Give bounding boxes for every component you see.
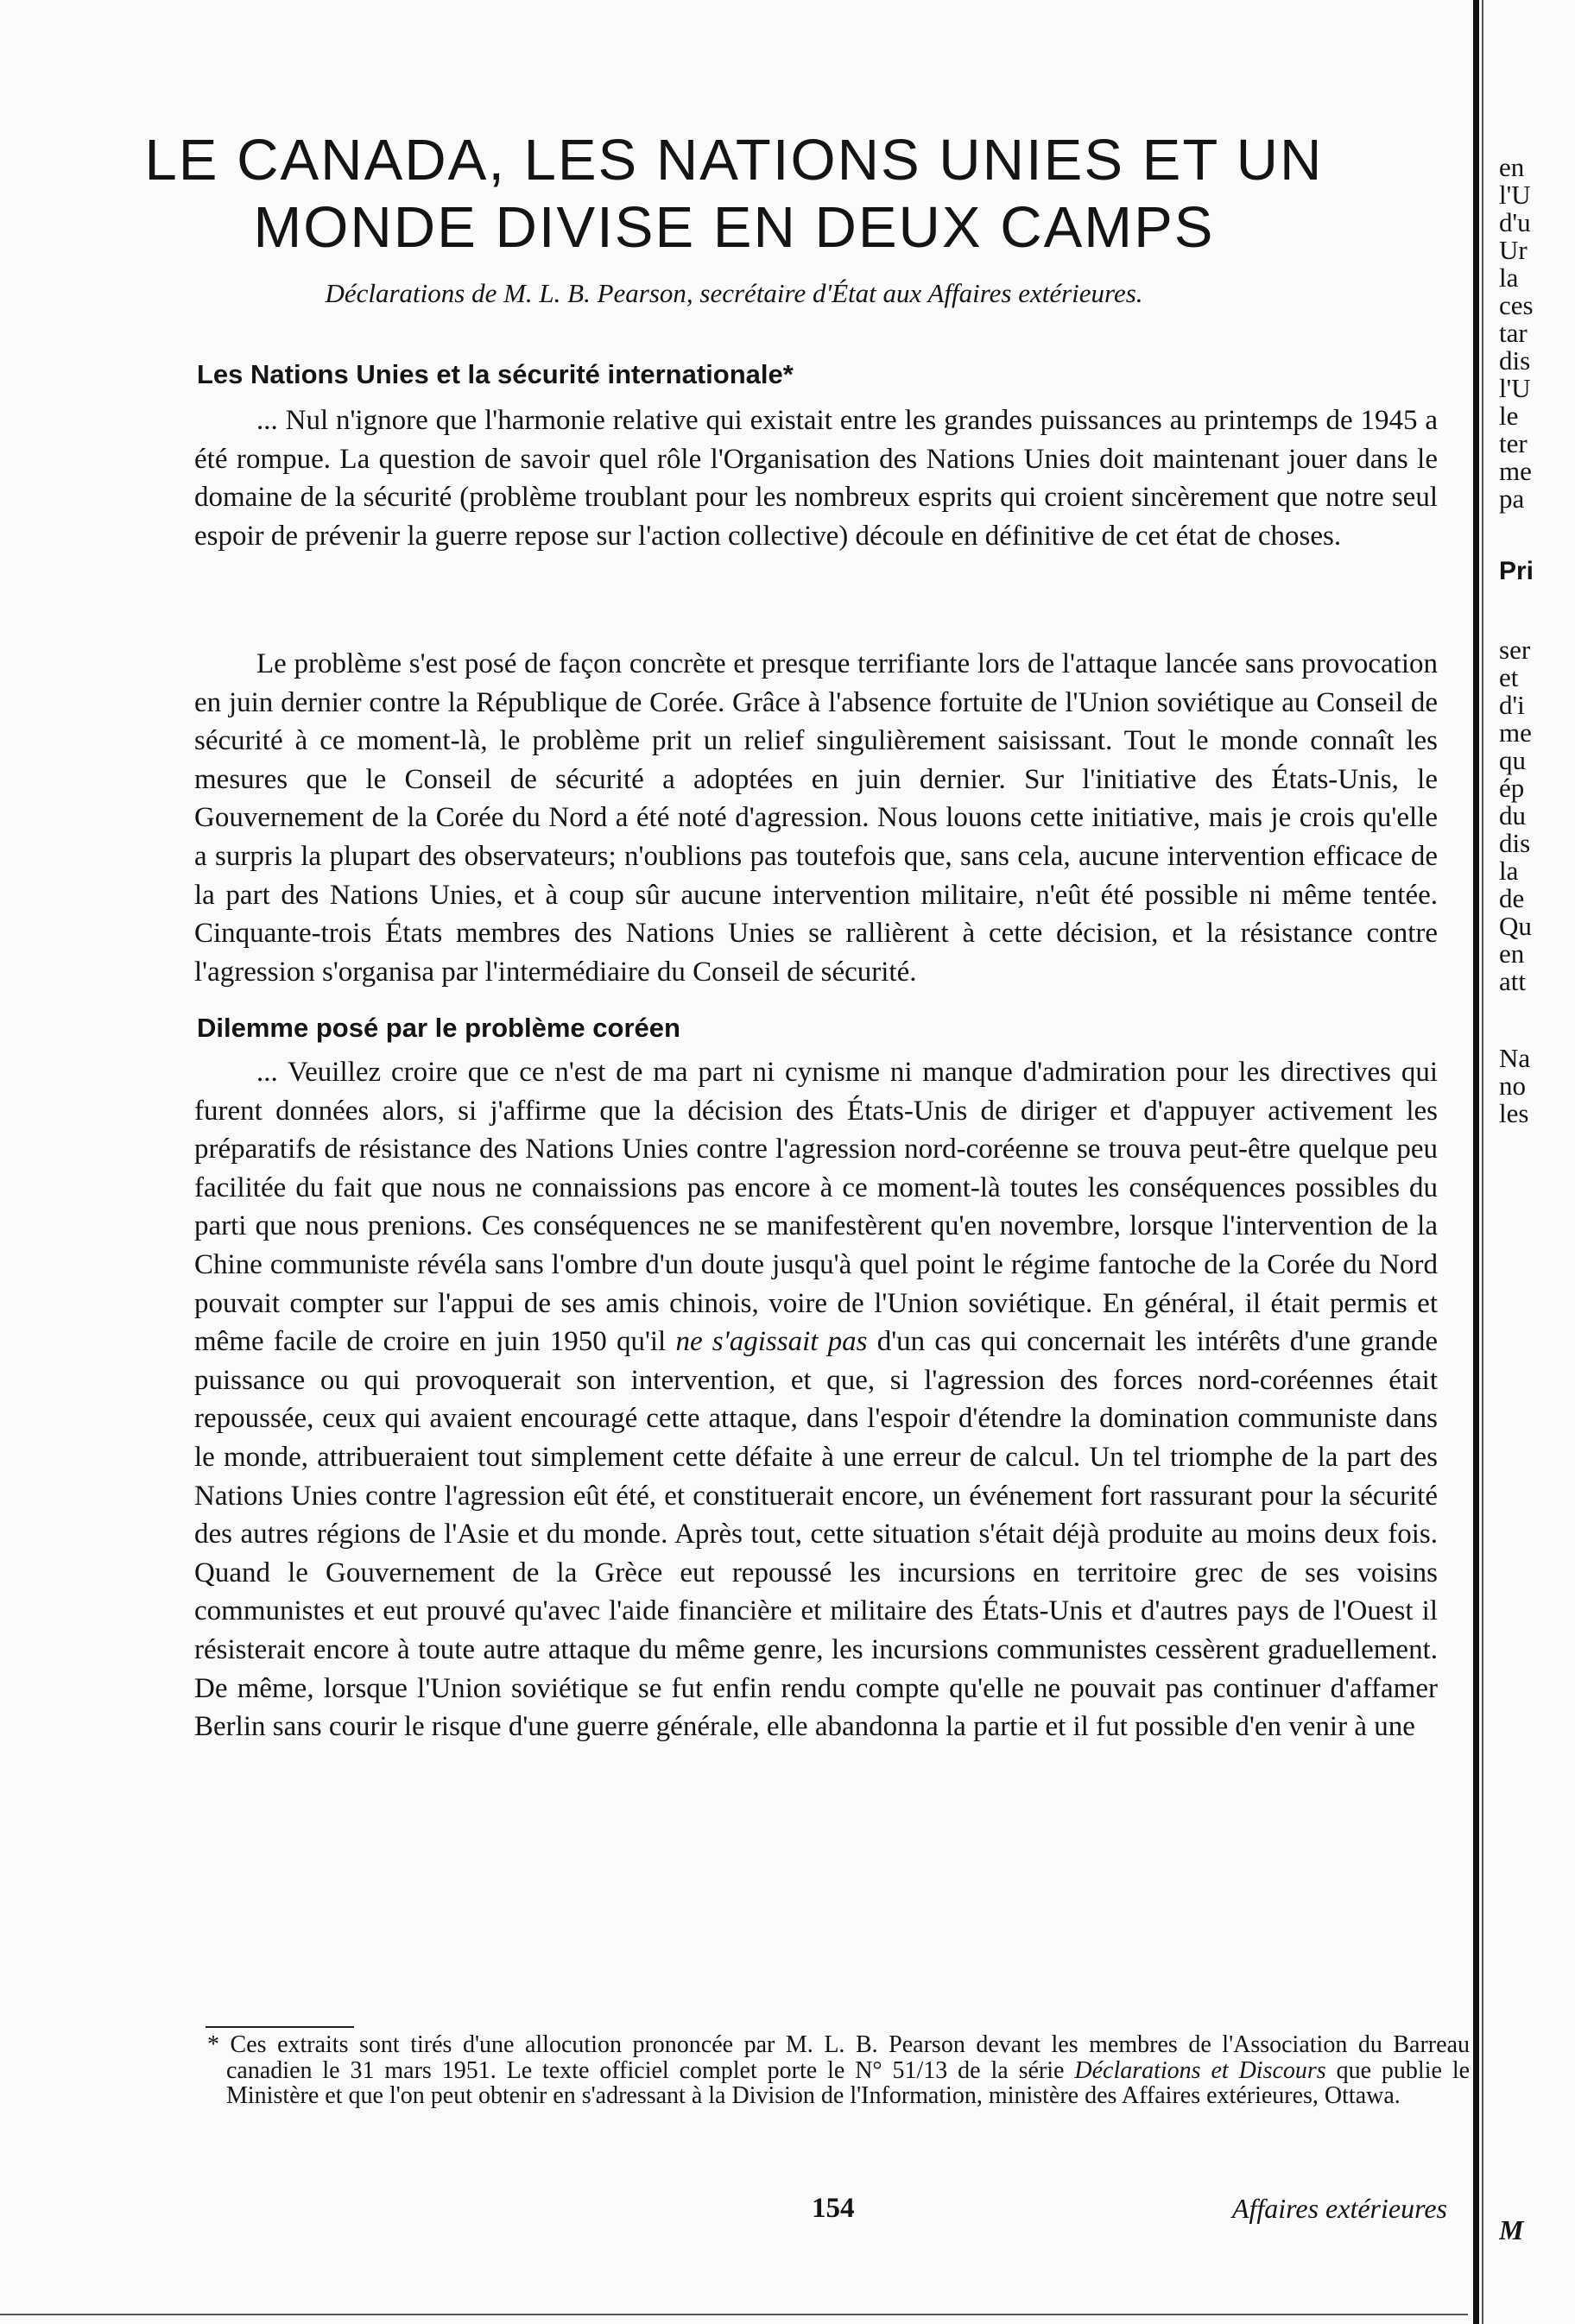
margin-line: la xyxy=(1499,262,1519,293)
running-footer: Affaires extérieures xyxy=(1231,2193,1447,2224)
section-heading-dilemma: Dilemme posé par le problème coréen xyxy=(197,1013,680,1043)
paragraph-1: ... Nul n'ignore que l'harmonie relative qui existait entre les grandes puissances au printemps de 1945 a été rompue. La question de savoir quel rôle l'Organisation des Nations Unies doit maintenant jouer dans le domaine de la sécurité (problème troublant pour les nombreux esprits qui croient sincèrement que notre seul espoir de prévenir la guerre repose sur l'action collective) découle en définitive de cet état de choses. xyxy=(194,405,1438,552)
margin-line: d'u xyxy=(1499,207,1531,237)
margin-line: ép xyxy=(1499,773,1525,803)
margin-line: Qu xyxy=(1499,911,1532,941)
footnote-part-b: que publie le Ministère et que l'on peut obtenir en s'adressant à la Division de l'Information, ministère des Affaires extérieures, Ottawa. xyxy=(226,2056,1471,2110)
margin-line: du xyxy=(1499,800,1526,830)
adjacent-page-fragment xyxy=(1499,0,1575,2324)
margin-line: Na xyxy=(1499,1043,1531,1073)
footnote-rule xyxy=(206,2026,354,2028)
title-line-1: LE CANADA, LES NATIONS UNIES ET UN xyxy=(144,128,1324,193)
margin-line: les xyxy=(1499,1098,1529,1128)
footnote xyxy=(207,2032,1470,2109)
margin-line: en xyxy=(1499,152,1525,182)
margin-line: ces xyxy=(1499,290,1534,320)
margin-line: l'U xyxy=(1499,373,1531,403)
subtitle: Déclarations de M. L. B. Pearson, secrétaire d'État aux Affaires extérieures. xyxy=(325,278,1143,308)
margin-line: dis xyxy=(1499,345,1531,376)
margin-line: de xyxy=(1499,883,1525,913)
margin-line: me xyxy=(1499,717,1532,748)
margin-line: dis xyxy=(1499,828,1531,858)
paragraph-3-part-b: d'un cas qui concernait les intérêts d'une grande puissance ou qui provoquerait son intervention, et que, si l'agression des forces nord-coréennes était repoussée, ceux qui avaient encouragé cette attaque, dans l'espoir d'étendre la domination communiste dans le monde, attribueraient tout simplement cette défaite à une erreur de calcul. Un tel triomphe de la part des Nations Unies contre l'agression eût été, et constituerait encore, un événement fort rassurant pour la sécurité des autres régions de l'Asie et du monde. Après tout, cette situation s'était déjà produite au moins deux fois. Quand le Gouvernement de la Grèce eut repoussé les incursions en territoire grec de ses voisins communistes et eut prouvé qu'avec l'aide financière et militaire des États-Unis et d'autres pays de l'Ouest il résisterait encore à toute autre attaque du même genre, les incursions communistes cessèrent graduellement. De même, lorsque l'Union soviétique se fut enfin rendu compte qu'elle ne pouvait pas continuer d'affamer Berlin sans courir le risque d'une guerre générale, elle abandonna la partie et il fut possible d'en venir à une xyxy=(194,1326,1438,1743)
margin-line: no xyxy=(1499,1070,1526,1101)
margin-line: qu xyxy=(1499,745,1526,775)
paragraph-2: Le problème s'est posé de façon concrète et presque terrifiante lors de l'attaque lancée sans provocation en juin dernier contre la République de Corée. Grâce à l'absence fortuite de l'Union soviétique au Conseil de sécurité à ce moment-là, le problème prit un relief singulièrement saisissant. Tout le monde connaît les mesures que le Conseil de sécurité a adoptées en juin dernier. Sur l'initiative des États-Unis, le Gouvernement de la Corée du Nord a été noté d'agression. Nous louons cette initiative, mais je crois qu'elle a surpris la plupart des observateurs; n'oublions pas toutefois que, sans cela, aucune intervention efficace de la part des Nations Unies, et à coup sûr aucune intervention militaire, n'eût été possible ni même tentée. Cinquante-trois États membres des Nations Unies se rallièrent à cette décision, et la résistance contre l'agression s'organisa par l'intermédiaire du Conseil de sécurité. xyxy=(194,648,1438,988)
margin-line: en xyxy=(1499,938,1525,969)
margin-line: d'i xyxy=(1499,690,1525,720)
margin-line: att xyxy=(1499,966,1526,996)
margin-line: l'U xyxy=(1499,180,1531,210)
margin-line: pa xyxy=(1499,483,1525,514)
footnote-emphasis: Déclarations et Discours xyxy=(1074,2056,1326,2084)
margin-line: Ur xyxy=(1499,235,1528,265)
margin-line: ser xyxy=(1499,635,1531,665)
section-heading-security: Les Nations Unies et la sécurité internationale* xyxy=(197,359,794,389)
page-number: 154 xyxy=(812,2193,855,2224)
title-line-2: MONDE DIVISE EN DEUX CAMPS xyxy=(253,195,1215,260)
paragraph-3 xyxy=(194,1053,1438,1746)
paragraph-3-emphasis: ne s'agissait pas xyxy=(675,1326,868,1358)
margin-line: me xyxy=(1499,456,1532,486)
bottom-edge-line xyxy=(0,2314,1468,2315)
margin-heading: Pri xyxy=(1499,557,1534,585)
margin-line: et xyxy=(1499,662,1519,692)
paragraph-3-part-a: ... Veuillez croire que ce n'est de ma part ni cynisme ni manque d'admiration pour les directives qui furent données alors, si j'affirme que la décision des États-Unis de diriger et d'appuyer activement les préparatifs de résistance des Nations Unies contre l'agression nord-coréenne se trouva peut-être quelque peu facilitée du fait que nous ne connaissions pas encore à ce moment-là toutes les conséquences possibles du parti que nous prenions. Ces conséquences ne se manifestèrent qu'en novembre, lorsque l'intervention de la Chine communiste révéla sans l'ombre d'un doute jusqu'à quel point le régime fantoche de la Corée du Nord pouvait compter sur l'appui de ses amis chinois, voire de l'Union soviétique. En général, il était permis et même facile de croire en juin 1950 qu'il xyxy=(194,1057,1438,1358)
page-gutter-rule xyxy=(1473,0,1479,2324)
footnote-part-a: * Ces extraits sont tirés d'une allocution prononcée par M. L. B. Pearson devant les membres de l'Association du Barreau canadien le 31 mars 1951. Le texte officiel complet porte le N° 51/13 de la série xyxy=(207,2031,1470,2084)
margin-line: le xyxy=(1499,401,1519,431)
margin-line: tar xyxy=(1499,318,1528,348)
margin-line: ter xyxy=(1499,428,1528,458)
margin-line: la xyxy=(1499,856,1519,886)
margin-footer-fragment: M xyxy=(1499,2214,1524,2245)
page-gutter-rule-thin xyxy=(1482,0,1483,2324)
